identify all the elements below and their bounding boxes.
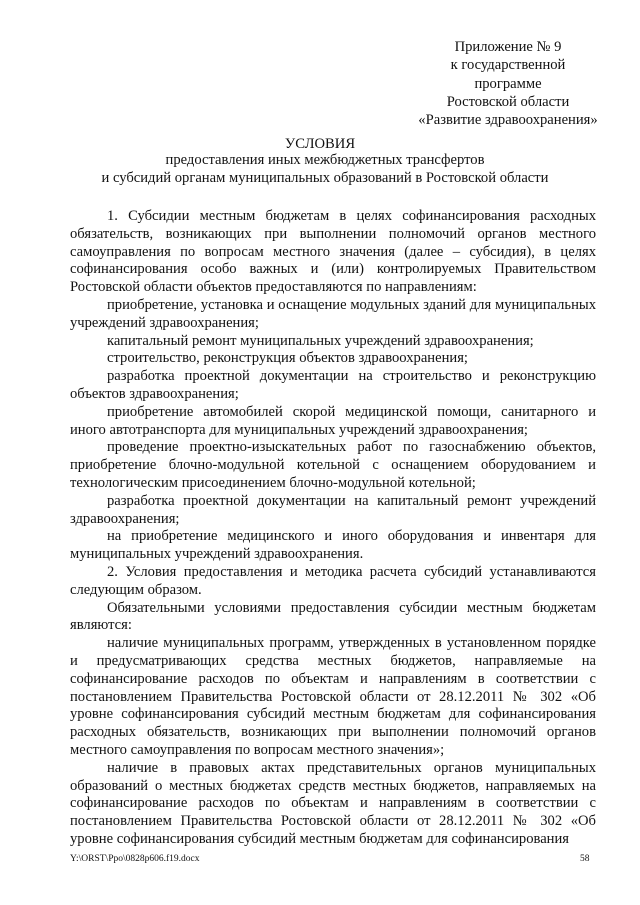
page-number: 58	[580, 854, 590, 864]
paragraph: наличие в правовых актах представительных органов муниципальных образований о местных бюджетах средств местных бюджетов, направляемых на софинансирование расходов по объектам и направлениям в соответствии с постановлением Правительства Ростовской области от 28.12.2011 № 302 «Об уровне софинансирования субсидий местным бюджетам для софинансирования	[70, 759, 596, 847]
subtitle-line: предоставления иных межбюджетных трансфертов	[165, 152, 485, 168]
footer-file-path: Y:\ORST\Ppo\0828p606.f19.docx	[70, 854, 200, 864]
paragraph: разработка проектной документации на капитальный ремонт учреждений здравоохранения;	[70, 492, 596, 527]
paragraph: приобретение, установка и оснащение модульных зданий для муниципальных учреждений здравоохранения;	[70, 296, 596, 331]
document-title: УСЛОВИЯ	[284, 136, 356, 152]
paragraph: на приобретение медицинского и иного оборудования и инвентаря для муниципальных учреждений здравоохранения.	[70, 528, 596, 563]
paragraph: проведение проектно-изыскательных работ по газоснабжению объектов, приобретение блочно-модульной котельной с оснащением оборудованием и технологическим присоединением блочно-модульной котельной;	[70, 439, 596, 491]
appendix-header	[402, 38, 614, 129]
appendix-line: Приложение № 9	[454, 39, 562, 55]
document-subtitle	[60, 152, 590, 187]
paragraph: строительство, реконструкция объектов здравоохранения;	[107, 350, 468, 367]
paragraph: приобретение автомобилей скорой медицинской помощи, санитарного и иного автотранспорта для муниципальных учреждений здравоохранения;	[70, 403, 596, 438]
document-body	[70, 208, 596, 849]
paragraph: разработка проектной документации на строительство и реконструкцию объектов здравоохранения;	[70, 368, 596, 402]
paragraph: капитальный ремонт муниципальных учреждений здравоохранения;	[107, 332, 534, 349]
paragraph: 1. Субсидии местным бюджетам в целях софинансирования расходных обязательств, возникающих при выполнении полномочий органов местного самоуправления по вопросам местного значения (далее – субсидия), в целях софинансирования особо важных и (или) контролируемых Правительством Ростовской области объектов предоставляются по направлениям:	[70, 208, 596, 296]
appendix-line: к государственной	[450, 57, 566, 74]
subtitle-line: и субсидий органам муниципальных образований в Ростовской области	[101, 169, 549, 186]
appendix-line: программе	[474, 75, 542, 92]
paragraph: 2. Условия предоставления и методика расчета субсидий устанавливаются следующим образом.	[70, 563, 596, 598]
paragraph: наличие муниципальных программ, утвержденных в установленном порядке и предусматривающих средства местных бюджетов, направляемые на софинансирование расходов по объектам и направлениям в соответствии с постановлением Правительства Ростовской области от 28.12.2011 № 302 «Об уровне софинансирования субсидий местным бюджетам для софинансирования расходных обязательств, возникающих при выполнении полномочий органов местного самоуправления по вопросам местного значения»;	[70, 635, 596, 758]
paragraph: Обязательными условиями предоставления субсидии местным бюджетам являются:	[70, 599, 596, 634]
appendix-line: Ростовской области	[446, 93, 570, 110]
appendix-line: «Развитие здравоохранения»	[418, 112, 598, 129]
